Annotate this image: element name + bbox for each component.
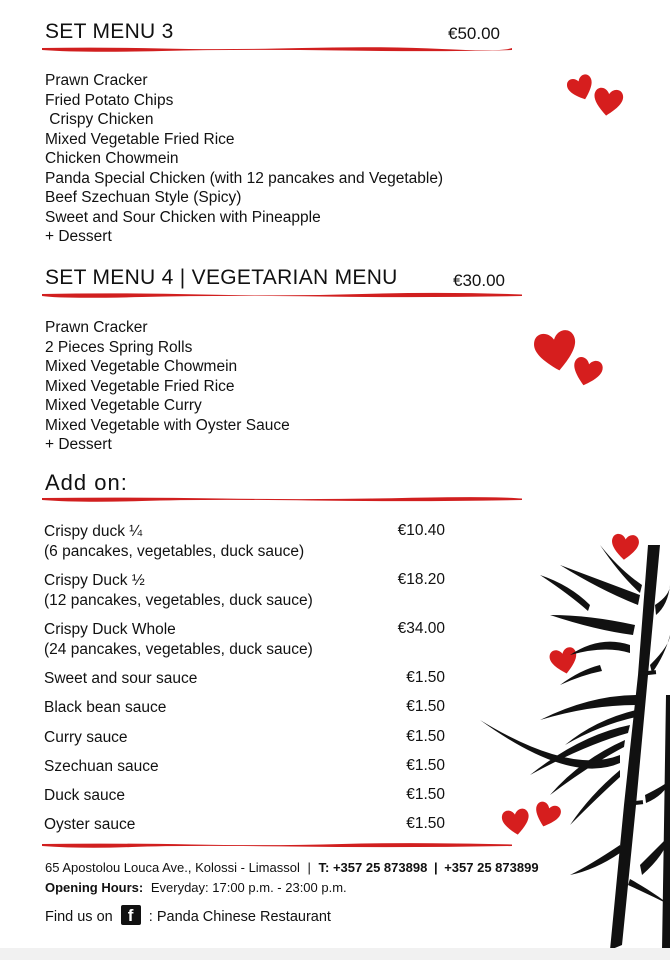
add-on-name: Black bean sauce [44, 699, 167, 716]
add-on-item [44, 728, 128, 748]
menu-item: Prawn Cracker [45, 72, 148, 89]
heart-icon [569, 356, 605, 388]
add-on-item [44, 815, 135, 835]
menu-item: Mixed Vegetable with Oyster Sauce [45, 416, 290, 434]
add-on-name: Curry sauce [44, 729, 128, 746]
menu-item: + Dessert [45, 436, 112, 453]
facebook-icon[interactable]: f [121, 905, 141, 925]
add-on-detail: (12 pancakes, vegetables, duck sauce) [44, 591, 313, 609]
address-line [45, 860, 539, 875]
add-on-price: €34.00 [397, 620, 445, 637]
add-on-price: €1.50 [406, 815, 445, 832]
add-on-title: Add on: [45, 470, 128, 495]
page-bottom-edge [0, 948, 670, 960]
menu-item: Fried Potato Chips [45, 91, 174, 109]
add-on-price: €18.20 [397, 571, 445, 588]
menu-item: Mixed Vegetable Fried Rice [45, 377, 235, 395]
separator: | [307, 860, 311, 875]
add-on-name: Crispy Duck Whole [44, 621, 176, 638]
menu-item: Sweet and Sour Chicken with Pineapple [45, 208, 321, 226]
menu-item: Mixed Vegetable Chowmein [45, 358, 238, 375]
add-on-name: Duck sauce [44, 787, 125, 804]
set-menu-3-items [45, 71, 443, 247]
add-on-price: €1.50 [406, 669, 445, 686]
phone-label: T: [318, 860, 330, 875]
add-on-price: €10.40 [397, 522, 445, 539]
menu-item: 2 Pieces Spring Rolls [45, 338, 193, 356]
menu-item: Crispy Chicken [45, 111, 154, 128]
add-on-item [44, 757, 159, 777]
add-on-price: €1.50 [406, 786, 445, 803]
brush-divider [42, 495, 522, 503]
find-us-label: Find us on [45, 909, 113, 925]
menu-item: Mixed Vegetable Fried Rice [45, 130, 235, 148]
add-on-name: Szechuan sauce [44, 758, 159, 775]
add-on-detail: (24 pancakes, vegetables, duck sauce) [44, 640, 313, 658]
menu-item: Beef Szechuan Style (Spicy) [45, 189, 242, 206]
opening-hours [45, 880, 347, 895]
separator: | [433, 860, 438, 875]
menu-item: Mixed Vegetable Curry [45, 397, 202, 414]
phone-1[interactable]: +357 25 873898 [332, 860, 428, 875]
brush-divider [42, 291, 522, 299]
add-on-item [44, 669, 197, 689]
hours-label: Opening Hours: [45, 880, 144, 895]
phone-2[interactable]: +357 25 873899 [444, 860, 539, 875]
add-on-item [44, 620, 313, 659]
add-on-item [44, 571, 313, 610]
set-menu-3-title: SET MENU 3 [45, 20, 174, 43]
menu-item: Chicken Chowmein [45, 150, 179, 167]
set-menu-4-title: SET MENU 4 | VEGETARIAN MENU [45, 266, 398, 289]
add-on-item [44, 698, 166, 718]
add-on-price: €1.50 [406, 698, 445, 715]
add-on-price: €1.50 [406, 728, 445, 745]
add-on-item [44, 522, 304, 561]
set-menu-3-price: €50.00 [448, 24, 500, 43]
add-on-item [44, 786, 125, 806]
brush-divider [42, 841, 512, 849]
social-line [45, 905, 331, 925]
bamboo-decoration [470, 545, 670, 950]
hours-value: Everyday: 17:00 p.m. - 23:00 p.m. [150, 880, 347, 895]
set-menu-4-price: €30.00 [453, 271, 505, 290]
add-on-name: Oyster sauce [44, 816, 136, 833]
add-on-name: Crispy duck ¼ [44, 523, 143, 540]
address: 65 Apostolou Louca Ave., Kolossi - Limassol [45, 860, 300, 875]
menu-item: + Dessert [45, 228, 112, 245]
facebook-page-name[interactable]: : Panda Chinese Restaurant [148, 909, 331, 925]
add-on-detail: (6 pancakes, vegetables, duck sauce) [44, 542, 305, 560]
add-on-name: Crispy Duck ½ [44, 572, 145, 589]
brush-divider [42, 45, 512, 53]
set-menu-4-items [45, 318, 290, 455]
heart-icon [590, 86, 626, 118]
add-on-name: Sweet and sour sauce [44, 670, 198, 687]
menu-item: Panda Special Chicken (with 12 pancakes and Vegetable) [45, 169, 444, 187]
menu-item: Prawn Cracker [45, 319, 148, 336]
add-on-price: €1.50 [406, 757, 445, 774]
